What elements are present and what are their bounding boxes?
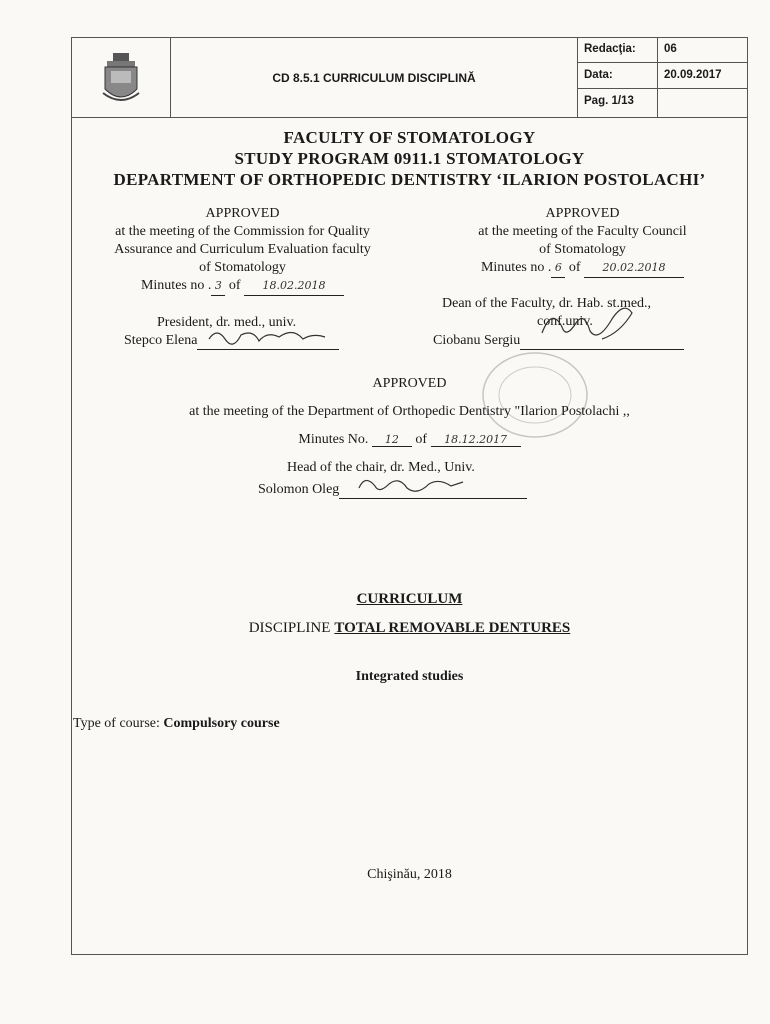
signature-stroke-icon (532, 303, 652, 347)
header-key-page: Pag. 1/13 (584, 95, 634, 107)
president-role: President, dr. med., univ. (157, 315, 297, 330)
department-heading: DEPARTMENT OF ORTHOPEDIC DENTISTRY ‘ILARION POSTOLACHI’ (113, 170, 706, 189)
official-seal-icon (480, 350, 590, 440)
signature-stroke-icon (355, 474, 465, 498)
of-label: of (415, 432, 428, 447)
signature-stroke-icon (207, 325, 327, 347)
dean-role: Dean of the Faculty, dr. Hab. st.med., (442, 296, 652, 311)
approval-left (80, 205, 405, 296)
faculty-heading: FACULTY OF STOMATOLOGY (283, 128, 536, 147)
approval-right-line1: at the meeting of the Faculty Council (478, 224, 687, 239)
minutes-label: Minutes No. (298, 432, 369, 447)
studies-type: Integrated studies (355, 669, 464, 684)
approval-right (430, 205, 735, 278)
minutes-date: 18.02.2018 (244, 277, 344, 296)
discipline-label: DISCIPLINE (248, 620, 331, 636)
minutes-date: 20.02.2018 (584, 259, 684, 278)
approval-dept-minutes (71, 432, 748, 448)
header-key-redactia: Redacţia: (578, 37, 657, 63)
course-label: Type of course: (73, 716, 160, 731)
discipline-line (71, 620, 748, 637)
approval-dept-line1: at the meeting of the Department of Orthopedic Dentistry "Ilarion Postolachi ,, (189, 404, 630, 419)
header-key-data: Data: (578, 63, 657, 89)
dean-name: Ciobanu Sergiu (433, 333, 521, 348)
approval-right-title: APPROVED (545, 206, 620, 221)
approval-left-minutes (80, 277, 405, 296)
head-name: Solomon Oleg (258, 482, 340, 497)
approval-right-line2: of Stomatology (539, 242, 626, 257)
dean-role-2: conf.univ. (537, 314, 593, 329)
course-type (73, 716, 280, 732)
minutes-number: 3 (211, 277, 225, 296)
approval-right-minutes (430, 259, 735, 278)
minutes-label: Minutes no . (480, 260, 552, 275)
university-crest-icon (99, 49, 143, 107)
university-logo-cell (71, 37, 171, 118)
minutes-label: Minutes no . (140, 278, 212, 293)
program-heading: STUDY PROGRAM 0911.1 STOMATOLOGY (234, 149, 585, 168)
president-name: Stepco Elena (124, 333, 198, 348)
minutes-number: 6 (551, 259, 565, 278)
place-date: Chişinău, 2018 (367, 867, 452, 882)
of-label: of (568, 260, 581, 275)
minutes-number: 12 (372, 433, 412, 447)
president-signature (124, 333, 339, 350)
approval-left-line3: of Stomatology (199, 260, 286, 275)
header-value-data: 20.09.2017 (658, 63, 748, 89)
approval-left-line2: Assurance and Curriculum Evaluation faculty (114, 242, 371, 257)
head-role: Head of the chair, dr. Med., Univ. (287, 460, 475, 475)
header-values (658, 37, 748, 118)
header-keys (578, 37, 658, 118)
approval-left-line1: at the meeting of the Commission for Quality (115, 224, 370, 239)
document-code-title: CD 8.5.1 CURRICULUM DISCIPLINĂ (171, 37, 578, 118)
document-header-table (71, 37, 748, 118)
approval-left-title: APPROVED (205, 206, 280, 221)
minutes-date: 18.12.2017 (431, 433, 521, 447)
head-signature (258, 482, 527, 499)
course-value: Compulsory course (163, 716, 280, 731)
of-label: of (228, 278, 241, 293)
curriculum-title: CURRICULUM (356, 591, 463, 607)
discipline-name: TOTAL REMOVABLE DENTURES (334, 620, 571, 636)
dean-signature (433, 333, 684, 350)
header-value-redactia: 06 (658, 37, 748, 63)
approval-dept-title: APPROVED (372, 376, 447, 391)
header-value-page (658, 89, 748, 118)
